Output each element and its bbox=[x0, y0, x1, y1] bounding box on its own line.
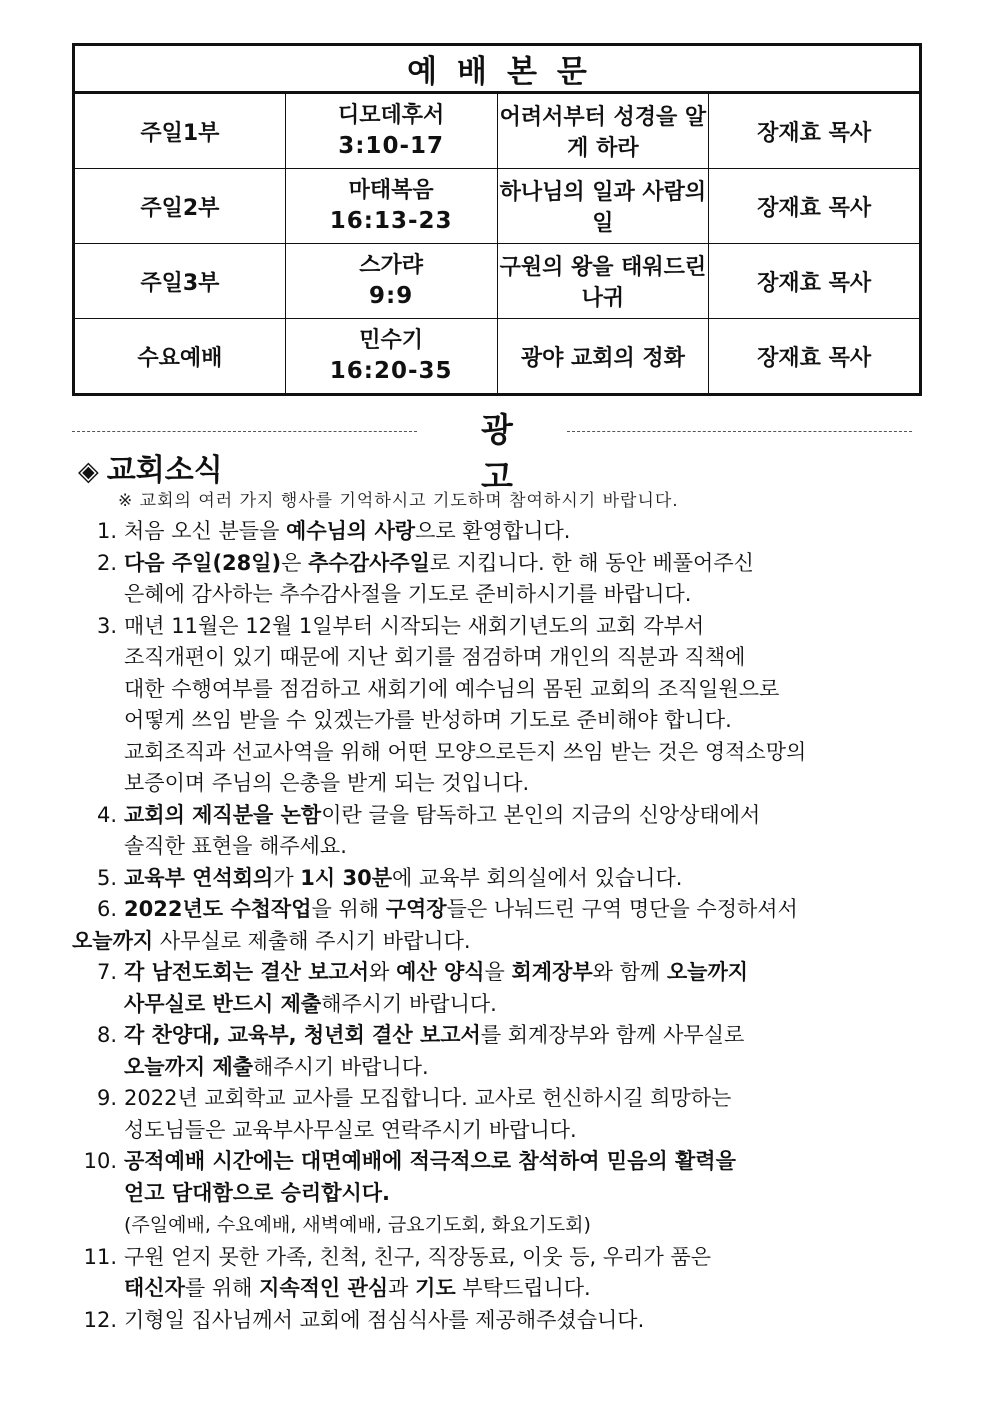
worship-row bbox=[74, 93, 921, 169]
item-text: 매년 11월은 12월 1일부터 시작되는 새회기년도의 교회 각부서 bbox=[124, 613, 705, 638]
sermon-title: 어려서부터 성경을 알게 하라 bbox=[497, 93, 709, 169]
item-text: 부탁드립니다. bbox=[455, 1276, 591, 1300]
sermon-title: 구원의 왕을 태워드린 나귀 bbox=[497, 244, 709, 319]
emphasis-text: 오늘까지 제출 bbox=[124, 1054, 254, 1079]
scripture-verse: 9:9 bbox=[369, 283, 414, 309]
emphasis-text: 교육부 연석회의 bbox=[124, 865, 274, 890]
item-number: 9. bbox=[96, 1086, 117, 1110]
emphasis-text: 기도 bbox=[415, 1276, 456, 1300]
announcement-item bbox=[72, 1305, 942, 1337]
diamond-icon: ◈ bbox=[78, 456, 99, 487]
item-text: 은 bbox=[281, 550, 309, 575]
emphasis-text: 공적예배 시간에는 대면예배에 적극적으로 참석하여 믿음의 활력을 bbox=[124, 1149, 736, 1173]
announcement-item bbox=[72, 611, 942, 800]
item-text: 해주시기 바랍니다. bbox=[321, 991, 497, 1016]
announcement-item bbox=[72, 1242, 942, 1305]
emphasis-text: 예산 양식 bbox=[396, 960, 485, 984]
service-name: 수요예배 bbox=[74, 319, 286, 395]
item-text: 기형일 집사님께서 교회에 점심식사를 제공해주셨습니다. bbox=[124, 1307, 645, 1332]
emphasis-text: 오늘까지 bbox=[72, 928, 154, 953]
item-line bbox=[124, 800, 942, 832]
item-line bbox=[124, 1209, 942, 1242]
item-text: 과 bbox=[388, 1276, 416, 1300]
item-number: 8. bbox=[96, 1023, 117, 1047]
item-line bbox=[124, 957, 942, 989]
announcement-item bbox=[72, 863, 942, 895]
sermon-title: 광야 교회의 정화 bbox=[497, 319, 709, 395]
item-text: 어떻게 쓰임 받을 수 있겠는가를 반성하며 기도로 준비해야 합니다. bbox=[124, 708, 732, 732]
item-text: 해주시기 바랍니다. bbox=[253, 1054, 429, 1079]
announcement-item bbox=[72, 1083, 942, 1146]
item-line bbox=[124, 768, 942, 800]
item-text: 와 bbox=[369, 960, 397, 984]
item-line bbox=[124, 737, 942, 769]
item-line bbox=[124, 863, 942, 895]
item-line bbox=[124, 1242, 942, 1274]
scripture-reference bbox=[285, 319, 497, 395]
item-line bbox=[124, 548, 942, 580]
item-text: 으로 환영합니다. bbox=[415, 519, 571, 543]
item-text: 은혜에 감사하는 추수감사절을 기도로 준비하시기를 바랍니다. bbox=[124, 582, 692, 606]
item-text: 을 위해 bbox=[311, 897, 386, 921]
item-text: (주일예배, 수요예배, 새벽예배, 금요기도회, 화요기도회) bbox=[124, 1214, 591, 1236]
item-line bbox=[124, 1273, 942, 1305]
church-news-title: 교회소식 bbox=[106, 453, 223, 488]
scripture-book: 민수기 bbox=[359, 328, 423, 353]
item-number: 11. bbox=[83, 1244, 117, 1269]
divider-left bbox=[72, 431, 417, 432]
item-line bbox=[124, 831, 942, 863]
item-text: 이란 글을 탐독하고 본인의 지금의 신앙상태에서 bbox=[321, 802, 761, 827]
item-text: 사무실로 제출해 주시기 바랍니다. bbox=[153, 928, 471, 953]
scripture-book: 스가랴 bbox=[359, 253, 423, 278]
announcement-item bbox=[72, 957, 942, 1020]
item-line bbox=[124, 705, 942, 737]
emphasis-text: 2022년도 수첩작업 bbox=[124, 897, 312, 921]
item-line bbox=[124, 516, 942, 548]
item-number: 10. bbox=[83, 1149, 117, 1173]
item-text: 2022년 교회학교 교사를 모집합니다. 교사로 헌신하시길 희망하는 bbox=[124, 1086, 732, 1110]
service-name: 주일1부 bbox=[74, 93, 286, 169]
church-news-heading bbox=[78, 445, 223, 489]
emphasis-text: 각 찬양대, 교육부, 청년회 결산 보고서 bbox=[124, 1023, 481, 1047]
item-text: 솔직한 표현을 해주세요. bbox=[124, 834, 347, 858]
announcements-title: 광고 bbox=[481, 410, 551, 496]
divider-right bbox=[567, 431, 912, 432]
emphasis-text: 예수님의 사랑 bbox=[286, 519, 416, 543]
service-name: 주일3부 bbox=[74, 244, 286, 319]
emphasis-text: 추수감사주일 bbox=[308, 550, 430, 575]
item-number: 1. bbox=[96, 519, 117, 543]
item-text: 가 bbox=[273, 865, 301, 890]
item-line bbox=[124, 1305, 942, 1337]
scripture-reference bbox=[285, 169, 497, 244]
worship-table-header: 예배본문 bbox=[74, 45, 921, 93]
item-text: 대한 수행여부를 점검하고 새회기에 예수님의 몸된 교회의 조직일원으로 bbox=[124, 676, 780, 701]
item-number: 7. bbox=[96, 960, 117, 984]
item-text: 에 교육부 회의실에서 있습니다. bbox=[392, 865, 683, 890]
item-text: 를 위해 bbox=[184, 1276, 260, 1300]
item-text: 조직개편이 있기 때문에 지난 회기를 점검하며 개인의 직분과 직책에 bbox=[124, 645, 746, 669]
item-text: 와 함께 bbox=[592, 960, 667, 984]
item-line bbox=[124, 642, 942, 674]
preacher-name: 장재효 목사 bbox=[709, 244, 921, 319]
item-line bbox=[124, 1052, 942, 1084]
emphasis-text: 지속적인 관심 bbox=[259, 1276, 389, 1300]
worship-row bbox=[74, 319, 921, 395]
scripture-book: 마태복음 bbox=[348, 178, 434, 203]
announcement-item bbox=[72, 1020, 942, 1083]
announcement-item bbox=[72, 894, 942, 957]
scripture-verse: 16:20-35 bbox=[329, 358, 453, 384]
worship-row bbox=[74, 244, 921, 319]
worship-row bbox=[74, 169, 921, 244]
announcement-item bbox=[72, 1146, 942, 1242]
item-number: 3. bbox=[96, 613, 117, 638]
item-line bbox=[124, 1146, 942, 1178]
item-text: 로 지킵니다. 한 해 동안 베풀어주신 bbox=[429, 550, 754, 575]
scripture-reference bbox=[285, 244, 497, 319]
preacher-name: 장재효 목사 bbox=[709, 169, 921, 244]
item-line bbox=[124, 989, 942, 1021]
item-text: 을 bbox=[484, 960, 512, 984]
emphasis-text: 태신자 bbox=[124, 1276, 185, 1300]
emphasis-text: 교회의 제직분을 논함 bbox=[124, 802, 322, 827]
item-line bbox=[124, 1115, 942, 1147]
item-line bbox=[124, 1083, 942, 1115]
item-text: 들은 나눠드린 구역 명단을 수정하셔서 bbox=[446, 897, 798, 921]
announcement-list bbox=[72, 516, 942, 1336]
item-number: 12. bbox=[83, 1307, 117, 1332]
item-line bbox=[124, 1020, 942, 1052]
item-line bbox=[124, 674, 942, 706]
emphasis-text: 회계장부 bbox=[511, 960, 593, 984]
preacher-name: 장재효 목사 bbox=[709, 319, 921, 395]
emphasis-text: 얻고 담대함으로 승리합시다. bbox=[124, 1180, 391, 1205]
church-news-note: ※ 교회의 여러 가지 행사를 기억하시고 기도하며 참여하시기 바랍니다. bbox=[118, 491, 679, 511]
scripture-book: 디모데후서 bbox=[337, 103, 445, 128]
worship-scripture-table bbox=[72, 43, 922, 396]
sermon-title: 하나님의 일과 사람의 일 bbox=[497, 169, 709, 244]
item-line bbox=[124, 611, 942, 643]
item-text: 교회조직과 선교사역을 위해 어떤 모양으로든지 쓰임 받는 것은 영적소망의 bbox=[124, 739, 807, 764]
item-number: 2. bbox=[96, 550, 117, 575]
scripture-verse: 3:10-17 bbox=[338, 133, 444, 159]
item-line bbox=[72, 926, 942, 958]
scripture-reference bbox=[285, 93, 497, 169]
announcement-item bbox=[72, 548, 942, 611]
emphasis-text: 사무실로 반드시 제출 bbox=[124, 991, 322, 1016]
item-number: 4. bbox=[96, 802, 117, 827]
item-line bbox=[124, 894, 942, 926]
emphasis-text: 1시 30분 bbox=[300, 865, 392, 890]
item-text: 성도님들은 교육부사무실로 연락주시기 바랍니다. bbox=[124, 1117, 577, 1142]
emphasis-text: 오늘까지 bbox=[666, 960, 749, 984]
emphasis-text: 구역장 bbox=[385, 897, 447, 921]
service-name: 주일2부 bbox=[74, 169, 286, 244]
item-line bbox=[124, 579, 942, 611]
announcement-item bbox=[72, 800, 942, 863]
item-text: 구원 얻지 못한 가족, 친척, 친구, 직장동료, 이웃 등, 우리가 품은 bbox=[124, 1244, 711, 1269]
scripture-verse: 16:13-23 bbox=[329, 208, 453, 234]
item-line bbox=[124, 1178, 942, 1210]
item-text: 보증이며 주님의 은총을 받게 되는 것입니다. bbox=[124, 771, 530, 795]
announcement-item bbox=[72, 516, 942, 548]
item-number: 6. bbox=[96, 897, 117, 921]
item-number: 5. bbox=[96, 865, 117, 890]
emphasis-text: 각 남전도회는 결산 보고서 bbox=[124, 960, 370, 984]
preacher-name: 장재효 목사 bbox=[709, 93, 921, 169]
emphasis-text: 다음 주일(28일) bbox=[124, 550, 282, 575]
item-text: 를 회계장부와 함께 사무실로 bbox=[480, 1023, 745, 1047]
item-text: 처음 오신 분들을 bbox=[124, 519, 287, 543]
